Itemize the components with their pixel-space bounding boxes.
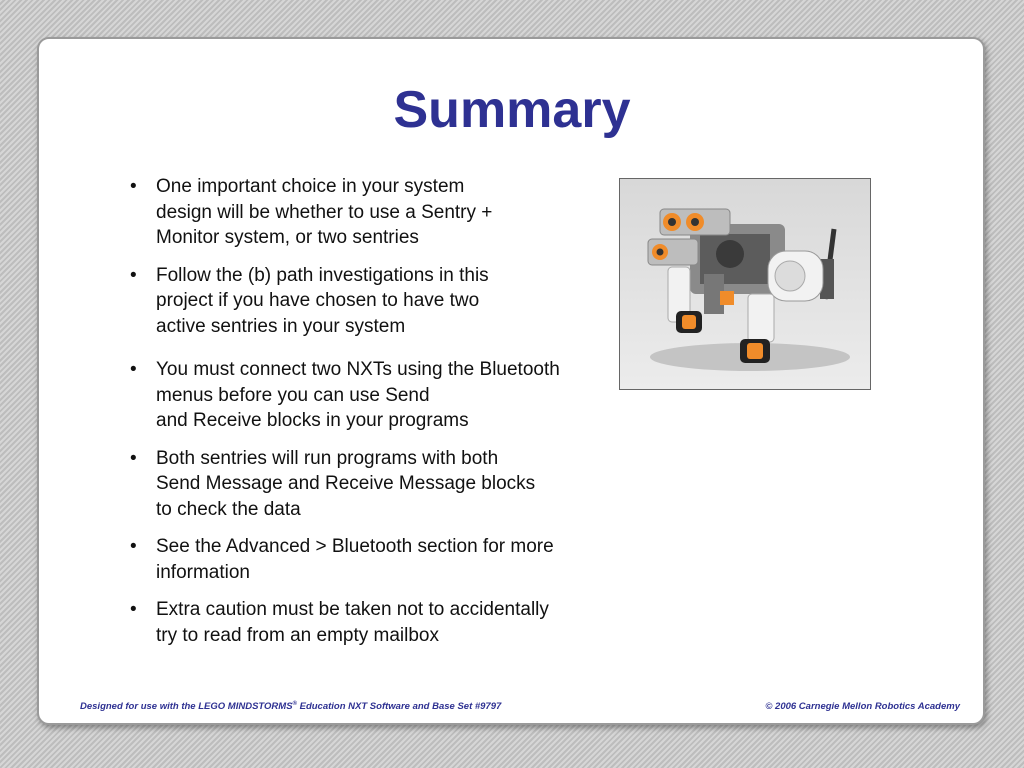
bullet-icon: • [130, 176, 137, 197]
bullet-text: Follow the (b) path investigations in this project if you have chosen to have two active sentries in your system [156, 264, 489, 337]
bullet-text: Extra caution must be taken not to accidentally try to read from an empty mailbox [156, 599, 549, 646]
bullet-text: One important choice in your system design will be whether to use a Sentry + Monitor system, or two sentries [156, 176, 493, 248]
list-item [128, 597, 618, 648]
slide-title: Summary [393, 81, 631, 139]
list-item [128, 534, 618, 585]
list-item [128, 174, 618, 251]
list-item [128, 446, 618, 523]
bullet-text: You must connect two NXTs using the Bluetooth menus before you can use Send and Receive blocks in your programs [156, 359, 560, 431]
bullet-text: Both sentries will run programs with both Send Message and Receive Message blocks to check the data [156, 447, 536, 520]
bullet-list [128, 174, 618, 660]
footer-left-prefix: Designed for use with the LEGO MINDSTORMS [80, 701, 293, 713]
robot-illustration [620, 179, 871, 390]
bullet-text: See the Advanced > Bluetooth section for more information [156, 536, 554, 583]
list-item [128, 263, 618, 340]
bullet-icon: • [130, 447, 137, 469]
registered-mark: ® [292, 701, 297, 707]
list-item [128, 357, 618, 434]
bullet-icon: • [130, 536, 137, 557]
bullet-icon: • [130, 599, 137, 620]
bullet-icon: • [130, 359, 137, 380]
footer-left [80, 701, 501, 712]
robot-photo [619, 178, 871, 390]
footer-right: © 2006 Carnegie Mellon Robotics Academy [765, 701, 960, 712]
bullet-icon: • [130, 264, 137, 286]
footer-left-suffix: Education NXT Software and Base Set #9797 [296, 701, 502, 713]
